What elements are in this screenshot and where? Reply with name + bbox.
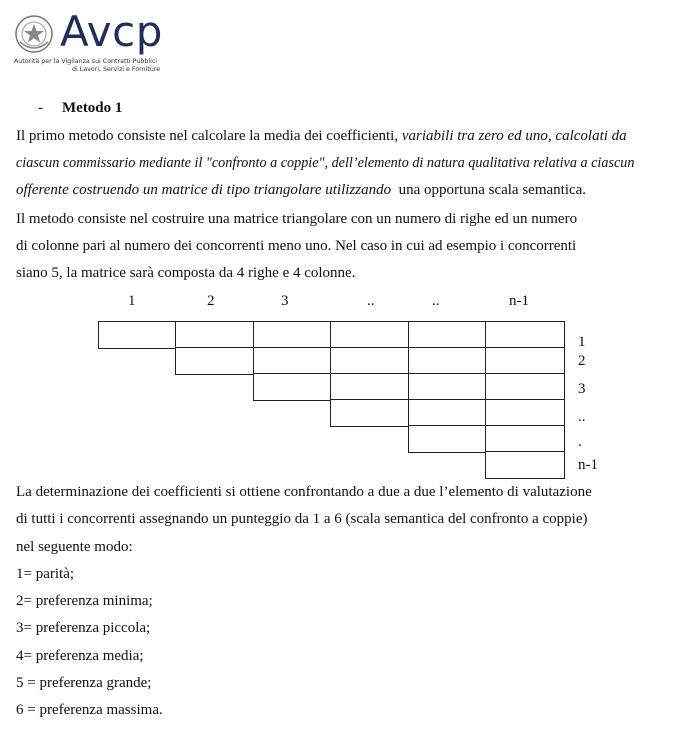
paragraph2-line2: di colonne pari al numero dei concorrenti meno uno. Nel caso in cui ad esempio i concorrenti — [16, 238, 577, 254]
matrix-col-label: .. — [367, 293, 375, 309]
italian-emblem-icon — [14, 14, 54, 54]
matrix-cell — [330, 399, 410, 427]
matrix-row-label: 1 — [578, 334, 586, 350]
matrix-cell — [98, 321, 177, 349]
avcp-logo — [12, 7, 182, 78]
matrix-cell — [485, 347, 565, 375]
matrix-cell — [253, 373, 332, 401]
matrix-row-label: 2 — [578, 353, 586, 369]
matrix-row-label: .. — [578, 409, 586, 425]
scale-item: 5 = preferenza grande; — [16, 675, 152, 691]
matrix-row-label: n-1 — [578, 457, 598, 473]
matrix-col-label: .. — [432, 293, 440, 309]
paragraph1-line1 — [16, 128, 627, 145]
matrix-cell — [408, 347, 487, 375]
matrix-col-label: n-1 — [509, 293, 529, 309]
section-heading — [40, 100, 122, 117]
matrix-cell — [485, 321, 565, 349]
scale-item: 6 = preferenza massima. — [16, 702, 163, 718]
matrix-col-label: 3 — [281, 293, 289, 309]
brand-subtitle — [14, 58, 164, 73]
matrix-cell — [485, 373, 565, 401]
matrix-cell — [408, 321, 487, 349]
matrix-col-label: 2 — [207, 293, 215, 309]
heading-title: Metodo 1 — [62, 100, 123, 116]
paragraph3-line1: La determinazione dei coefficienti si ottiene confrontando a due a due l’elemento di valutazione — [16, 484, 592, 500]
matrix-cell — [485, 425, 565, 453]
p1-l1-italic: variabili tra zero ed uno, calcolati da — [401, 128, 627, 144]
matrix-cell — [175, 321, 255, 349]
matrix-cell — [330, 373, 410, 401]
brand-subtitle-line2: di Lavori, Servizi e Forniture — [72, 65, 161, 73]
matrix-col-label: 1 — [128, 293, 136, 309]
matrix-cell — [253, 347, 332, 375]
brand-name: Avcp — [60, 7, 163, 56]
paragraph1-line2 — [16, 155, 634, 172]
matrix-cell — [408, 373, 487, 401]
p1-l2-italic: ciascun commissario mediante il "confronto a coppie", dell’elemento di natura qualitativa relativa a ciascun — [16, 155, 635, 171]
matrix-cell — [175, 347, 255, 375]
brand-subtitle-line1: Autorità per la Vigilanza sui Contratti Pubblici — [14, 58, 158, 65]
scale-item: 4= preferenza media; — [16, 648, 144, 664]
p1-l1-plain: Il primo metodo consiste nel calcolare la media dei coefficienti, — [16, 128, 402, 144]
matrix-cell — [330, 347, 410, 375]
paragraph3-line3: nel seguente modo: — [16, 539, 133, 555]
paragraph3-line2: di tutti i concorrenti assegnando un punteggio da 1 a 6 (scala semantica del confronto a coppie) — [16, 511, 588, 527]
matrix-cell — [485, 451, 565, 479]
matrix-cell — [330, 321, 410, 349]
matrix-cell — [253, 321, 332, 349]
p1-l3-plain: una opportuna scala semantica. — [391, 182, 587, 198]
scale-item: 3= preferenza piccola; — [16, 620, 151, 636]
paragraph2-line3: siano 5, la matrice sarà composta da 4 righe e 4 colonne. — [16, 265, 356, 281]
matrix-row-label: 3 — [578, 381, 586, 397]
matrix-row-label: . — [578, 434, 582, 450]
p1-l3-italic: offerente costruendo un matrice di tipo triangolare utilizzando — [16, 182, 392, 198]
heading-dash: - — [38, 100, 43, 116]
matrix-cell — [408, 399, 487, 427]
scale-item: 1= parità; — [16, 566, 75, 582]
paragraph2-line1: Il metodo consiste nel costruire una matrice triangolare con un numero di righe ed un numero — [16, 211, 578, 227]
paragraph1-line3 — [16, 182, 586, 199]
scale-item: 2= preferenza minima; — [16, 593, 153, 609]
matrix-cell — [408, 425, 487, 453]
matrix-cell — [485, 399, 565, 427]
